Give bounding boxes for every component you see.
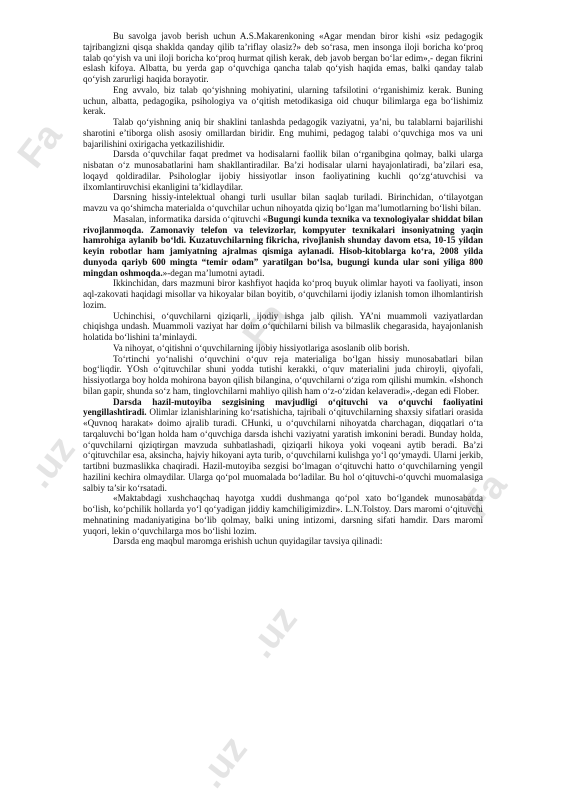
paragraph-text: Ikkinchidan, dars mazmuni biror kashfiyot haqida ko‘proq buyuk olimlar hayoti va faoliyati, inson aql-zakovati haqidagi misollar va hikoyalar bilan boyitib, o‘quvchilarni ijodiy izlanish tomon ilhomlantirish lozim. [83, 278, 483, 310]
paragraph-text: Va nihoyat, o‘qitishni o‘quvchilarning ijobiy hissiyotlariga asoslanib olib borish. [113, 342, 410, 353]
watermark-text: Fa [10, 115, 71, 176]
bold-passage: Bugungi kunda texnika va texnologiyalar shiddat bilan rivojlanmoqda. Zamonaviy telefon va televizorlar, kompyuter texnikalari insoniyatning yaqin hamrohiga aylanib bo‘ldi. Kuzatuvchilarning fikricha, rivojlanish shunday davom etsa, 10-15 yildan keyin robotlar ham jamiyatning ajralmas qismiga aylanadi. Hisob-kitoblarga ko‘ra, 2008 yilda dunyoda qariyb 600 mingta “temir odam” yaratilgan bo‘lsa, bugungi kunda ular soni yiliga 800 mingdan oshmoqda. [83, 213, 484, 278]
document-body [83, 31, 483, 547]
paragraph [83, 214, 483, 279]
paragraph [83, 117, 483, 149]
paragraph-text: Darsning hissiy-intelektual ohangi turli usullar bilan saqlab turiladi. Birinchidan, o‘tilayotgan mavzu va qo‘shimcha materialda o‘quvchilar uchun nihoyatda qiziq bo‘lgan ma’lumotlarning bo‘lishi bilan. [83, 192, 483, 213]
bold-passage: Darsda hazil-mutoyiba sezgisining mavjudligi o‘qituvchi va o‘quvchi faoliyatini yengillashtiradi. [83, 396, 483, 418]
paragraph-text: Masalan, informatika darsida o‘qituvchi « [113, 213, 268, 224]
paragraph [83, 493, 483, 536]
watermark-text: Fa [235, 295, 296, 356]
paragraph [83, 149, 483, 192]
paragraph-text: Darsda o‘quvchilar faqat predmet va hodisalarni faollik bilan o‘rganibgina qolmay, balki ularga nisbatan o‘z munosabatlarini ham shakllantiradilar. Ba’zi hodisalar ularni hayajonlatiradi, ba’zilari esa, loqayd qoldiradilar. Psihologlar ijobiy hissiyotlar inson faoliyatining kuchli qo‘zg‘atuvchisi va ilxomlantiruvchisi ekanligini ta’kidlaydilar. [83, 149, 483, 192]
paragraph-text: Uchinchisi, o‘quvchilarni qiziqarli, ijodiy ishga jalb qilish. YA’ni muammoli vaziyatlardan chiqishga undash. Muammoli vaziyat har doim o‘quchilarni bilish va bilmaslik chegarasida, hayajonlanish holatida bo‘lishini ta’minlaydi. [83, 310, 483, 342]
paragraph [83, 192, 483, 214]
paragraph [83, 343, 483, 354]
paragraph [83, 354, 483, 397]
watermark-text: .uz [190, 728, 256, 796]
paragraph [83, 278, 483, 310]
watermark-text: .uz [18, 428, 84, 496]
paragraph [83, 85, 483, 117]
watermark-text: Fa [455, 465, 516, 526]
paragraph [83, 397, 483, 494]
paragraph-text: Talab qo‘yishning aniq bir shaklini tanlashda pedagogik vaziyatni, ya’ni, bu talablarni bajarilishi sharotini e’tiborga olish asosiy omillardan biridir. Eng muhimi, pedagog talabi o‘quvchiga mos va uni bajarilishini oxirigacha yetkazilishidir. [83, 117, 483, 149]
paragraph-text: Olimlar izlanishlarining ko‘rsatishicha, tajribali o‘qituvchilarning shaxsiy sifatlari orasida «Quvnoq harakat» doimo ajralib turadi. CHunki, u o‘quvchilarni nihoyatda charchagan, diqqatlari o‘ta tarqaluvchi bo‘lgan holda ham o‘quvchiga darsda ishchi vaziyatni yaratish imkonini beradi. Bunday holda, o‘quvchilarni qiziqtirgan mavzuda suhbatlashadi, qiziqarli hikoya yoki voqeani aytib beradi. Ba’zi o‘qituvchilar esa, aksincha, hajviy hikoyani ayta turib, o‘quvchilarni kulishga yo‘l qo‘ymaydi. Ularni jerkib, tartibni buzmaslikka chaqiradi. Hazil-mutoyiba sezgisi bo‘lmagan o‘qituvchi hatto o‘quvchilarning yengil hazilini kechira olmaydilar. Ularga qo‘pol muomalada bo‘ladilar. Bu hol o‘qituvchi-o‘quvchi muomalasiga salbiy ta’sir ko‘rsatadi. [83, 407, 483, 493]
paragraph [83, 31, 483, 85]
paragraph [83, 311, 483, 343]
paragraph-text: Bu savolga javob berish uchun A.S.Makarenkoning «Agar mendan biror kishi «siz pedagogik tajribangizni qisqa shaklda qanday qilib ta’riflay olasiz?» deb so‘rasa, men insonga iloji boricha ko‘proq talab qo‘yish va uni iloji boricha ko‘proq hurmat qilish kerak, deb javob bergan bo‘lar edim»,- degan fikrini eslash kifoya. Albatta, bu yerda gap o‘quvchiga qancha talab qo‘yish haqida emas, balki qanday talab qo‘yish zarurligi haqida borayotir. [83, 31, 483, 84]
paragraph-text: «Maktabdagi xushchaqchaq hayotga xuddi dushmanga qo‘pol xato bo‘lgandek munosabatda bo‘lish, ko‘pchilik hollarda yo‘l qo‘yadigan jiddiy kamchiligimizdir». L.N.Tolstoy. Dars maromi o‘qituvchi mehnatining madaniyatigina bo‘lib qolmay, balki uning intizomi, darsning sifati hamdir. Dars maromi yuqori, lekin o‘quvchilarga mos bo‘lishi lozim. [83, 493, 483, 536]
paragraph-text: Darsda eng maqbul maromga erishish uchun quyidagilar tavsiya qilinadi: [113, 536, 383, 547]
paragraph-text: Eng avvalo, biz talab qo‘yishning mohiyatini, ularning tafsilotini o‘rganishimiz kerak. Buning uchun, albatta, pedagogika, psihologiya va o‘qitish metodikasiga oid chuqur bilimlarga ega bo‘lishimiz kerak. [83, 84, 483, 117]
paragraph [83, 536, 483, 547]
paragraph-text: »-degan ma’lumotni aytadi. [162, 267, 265, 278]
paragraph-text: To‘rtinchi yo‘nalishi o‘quvchini o‘quv reja materialiga bo‘lgan hissiy munosabatlari bilan bog‘liqdir. YOsh o‘qituvchilar shuni yodda tutishi kerakki, o‘quv materialini juda chiroyli, qiyofali, hissiyotlarga boy holda mohirona bayon qilish bilangina, o‘quvchilarni o‘ziga rom qilishi mumkin. «Ishonch bilan gapir, shunda so‘z ham, tinglovchilarni mahliyo qilish ham o‘z-o‘zidan kelaveradi»,-degan edi Flober. [83, 353, 483, 396]
watermark-text: .uz [240, 598, 306, 666]
